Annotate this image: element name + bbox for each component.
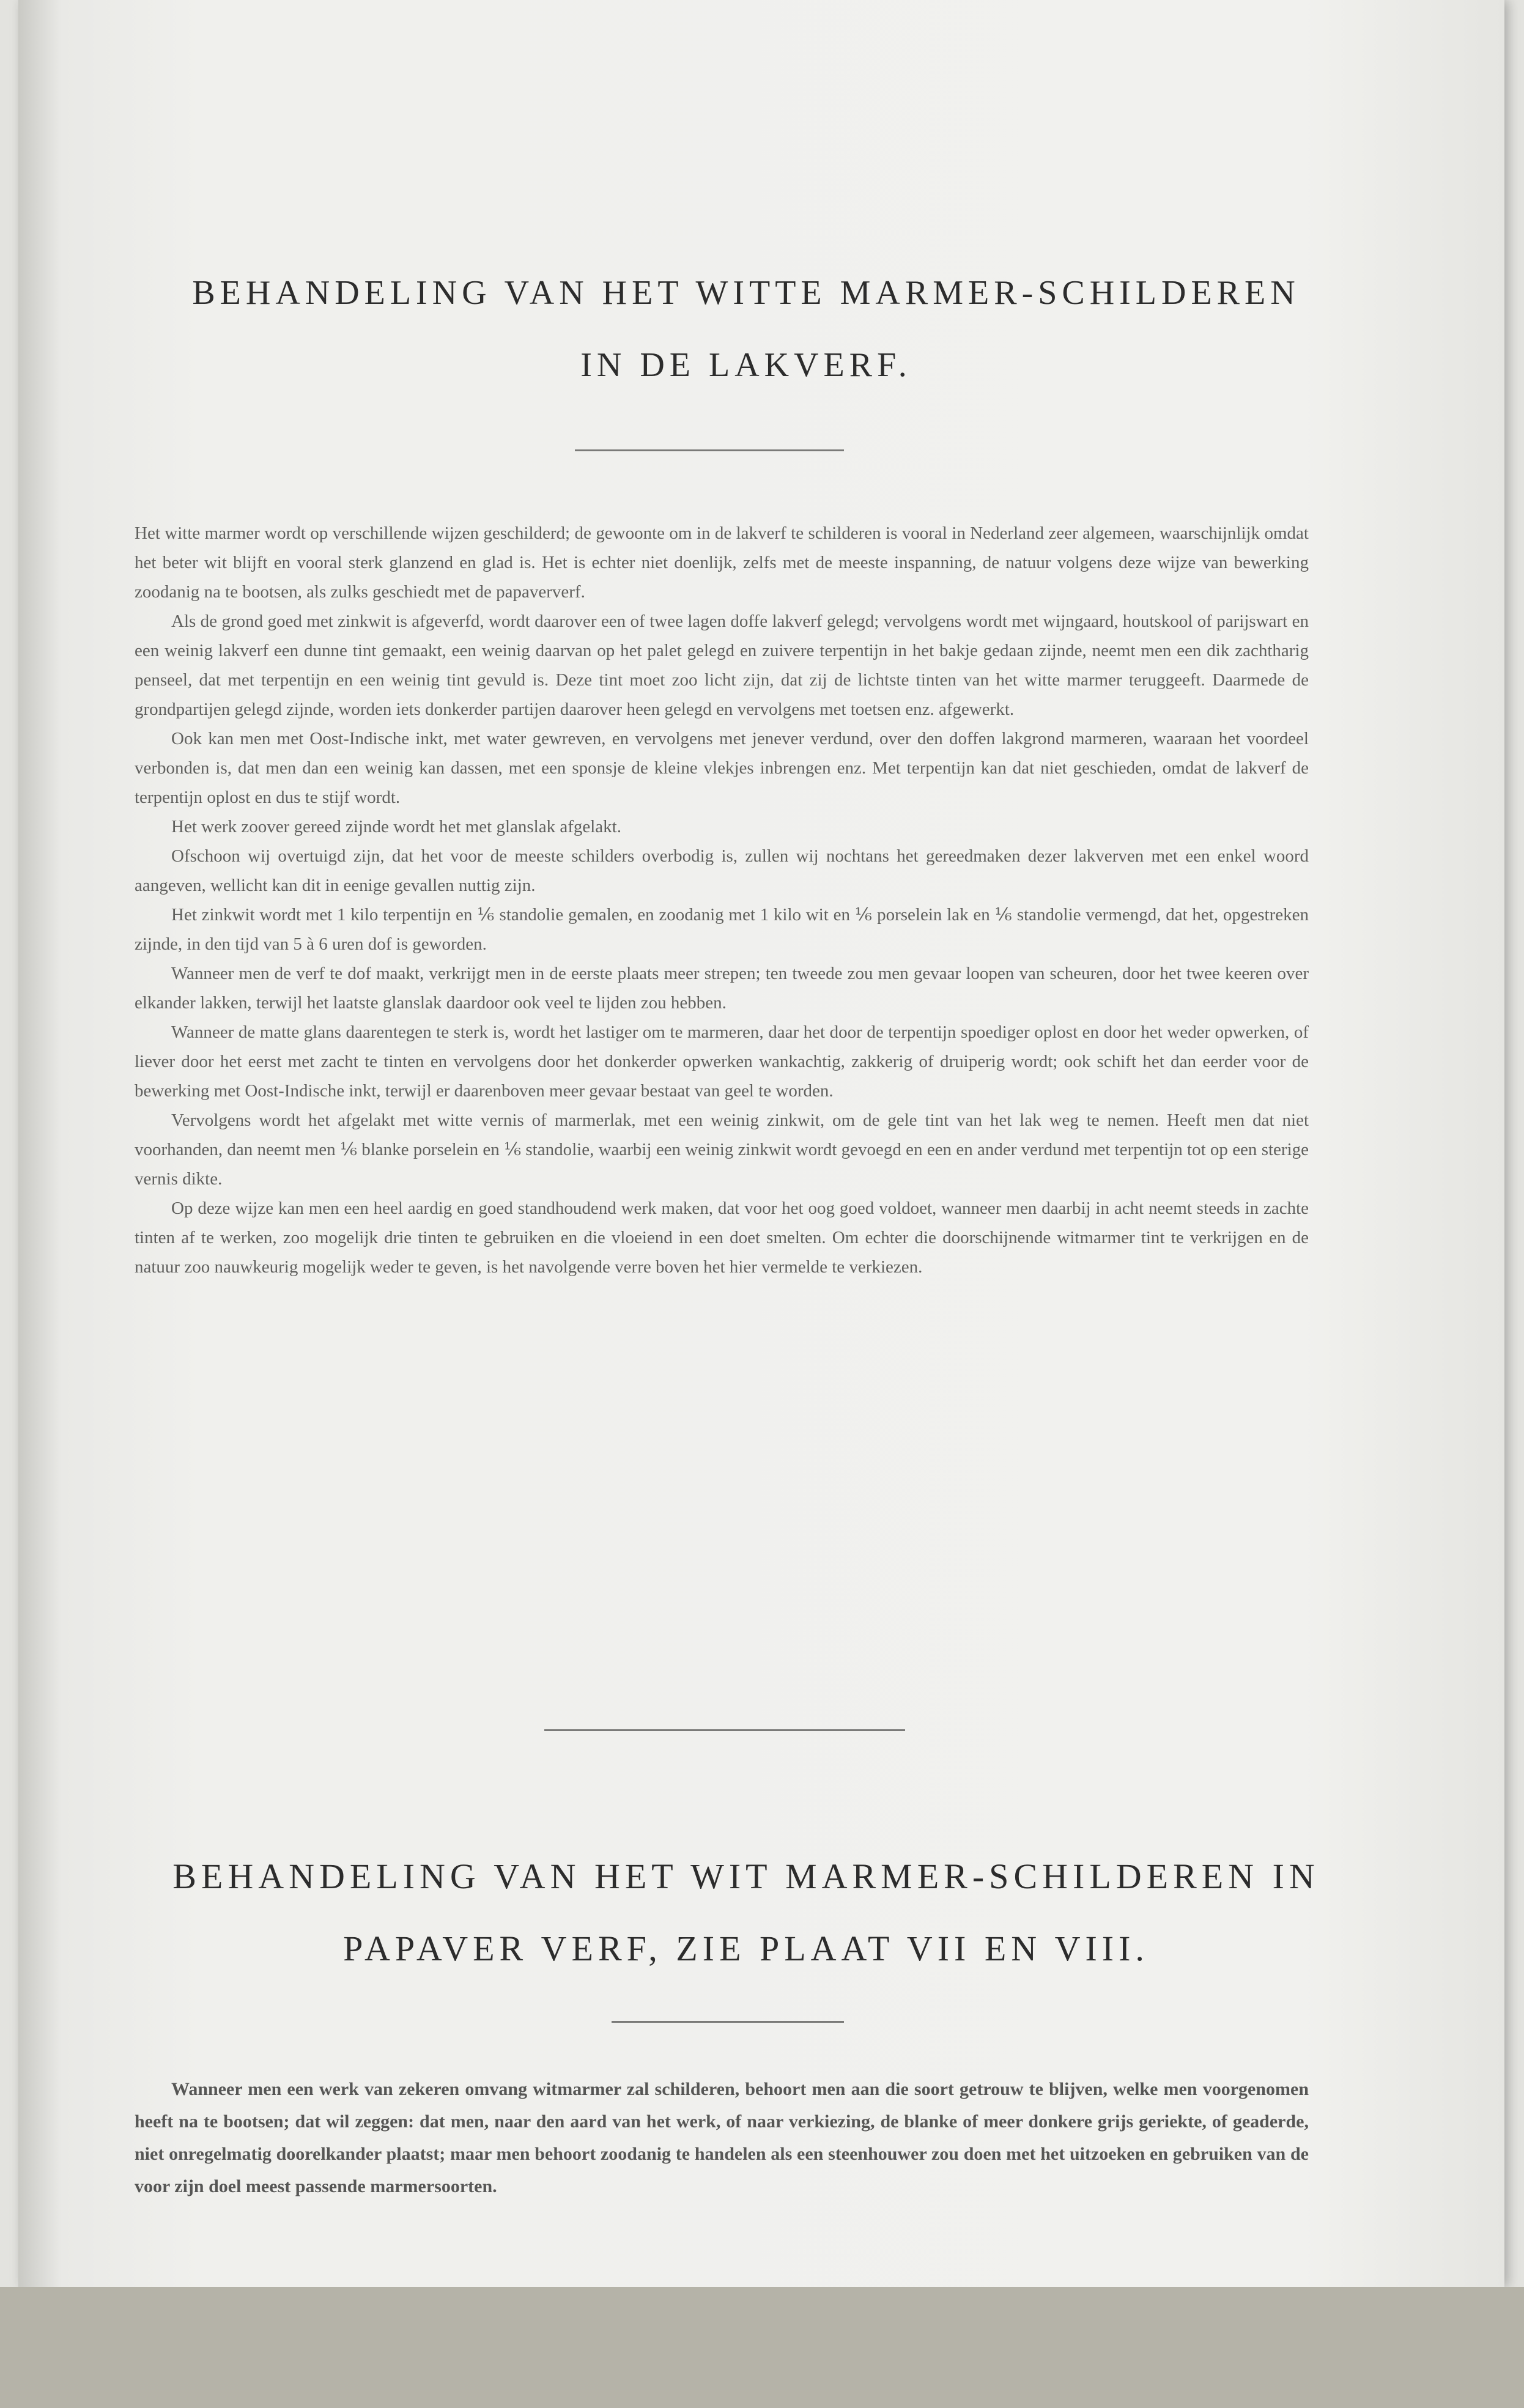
paragraph: Wanneer men een werk van zekeren omvang witmarmer zal schilderen, behoort men aan die soort getrouw te blijven, welke men voorgenomen heeft na te bootsen; dat wil zeggen: dat men, naar den aard van het werk, of naar verkiezing, de blanke of meer donkere grijs geriekte, of geaderde, niet onregelmatig doorelkander plaatst; maar men behoort zoodanig te handelen als een steenhouwer zou doen met het uitzoeken en gebruiken van de voor zijn doel meest passende marmersoorten. xyxy=(135,2079,1309,2196)
section2-body xyxy=(135,2073,1309,2203)
paragraph: Het witte marmer wordt op verschillende wijzen geschilderd; de gewoonte om in de lakverf te schilderen is vooral in Nederland zeer algemeen, waarschijnlijk omdat het beter wit blijft en vooral sterk glanzend en glad is. Het is echter niet doenlijk, zelfs met de meeste inspanning, de natuur volgens deze wijze van bewerking zoodanig na te bootsen, als zulks geschiedt met de papaververf. xyxy=(135,523,1309,602)
page-bottom-background xyxy=(0,2287,1524,2408)
paragraph: Wanneer de matte glans daarentegen te sterk is, wordt het lastiger om te marmeren, daar het door de terpentijn spoediger oplost en door het weder opwerken, of liever door het eerst met zacht te tinten en vervolgens door het donkerder opwerken wankachtig, zakkerig of druiperig wordt; ook schift het dan eerder voor de bewerking met Oost-Indische inkt, terwijl er daarenboven meer gevaar bestaat van geel te worden. xyxy=(135,1022,1309,1101)
paragraph: Vervolgens wordt het afgelakt met witte vernis of marmerlak, met een weinig zinkwit, om de gele tint van het lak weg te nemen. Heeft men dat niet voorhanden, dan neemt men ⅙ blanke porselein en ⅙ standolie, waarbij een weinig zinkwit wordt gevoegd en een en ander verdund met terpentijn tot op een sterige vernis dikte. xyxy=(135,1110,1309,1189)
section2-title-line2: PAPAVER VERF, ZIE PLAAT VII EN VIII. xyxy=(343,1929,1149,1968)
section1-divider xyxy=(575,449,844,451)
paragraph: Het werk zoover gereed zijnde wordt het met glanslak afgelakt. xyxy=(171,817,621,837)
paragraph: Op deze wijze kan men een heel aardig en goed standhoudend werk maken, dat voor het oog goed voldoet, wanneer men daarbij in acht neemt steeds in zachte tinten af te werken, zoo mogelijk drie tinten te gebruiken en die vloeiend in een doet smelten. Om echter die doorschijnende witmarmer tint te verkrijgen en de natuur zoo nauwkeurig mogelijk weder te geven, is het navolgende verre boven het hier vermelde te verkiezen. xyxy=(135,1198,1309,1277)
paragraph: Als de grond goed met zinkwit is afgeverfd, wordt daarover een of twee lagen doffe lakverf gelegd; vervolgens wordt met wijngaard, houtskool of parijswart en een weinig lakverf een dunne tint gemaakt, een weinig daarvan op het palet gelegd en zuivere terpentijn in het bakje gedaan zijnde, neemt men een dik zachtharig penseel, dat met terpentijn en een weinig tint gevuld is. Deze tint moet zoo licht zijn, dat zij de lichtste tinten van het witte marmer teruggeeft. Daarmede de grondpartijen gelegd zijnde, worden iets donkerder partijen daarover heen gelegd en vervolgens met toetsen enz. afgewerkt. xyxy=(135,611,1309,719)
paragraph: Wanneer men de verf te dof maakt, verkrijgt men in de eerste plaats meer strepen; ten tweede zou men gevaar loopen van scheuren, door het twee keeren over elkander lakken, terwijl het laatste glanslak daardoor ook veel te lijden zou hebben. xyxy=(135,964,1309,1013)
section1-body xyxy=(135,519,1309,1282)
section1-title-line2: IN DE LAKVERF. xyxy=(580,346,912,384)
section1-title-line1: BEHANDELING VAN HET WITTE MARMER-SCHILDEREN xyxy=(192,274,1300,312)
section2-title-line1: BEHANDELING VAN HET WIT MARMER-SCHILDEREN IN xyxy=(172,1856,1320,1896)
paragraph: Ofschoon wij overtuigd zijn, dat het voor de meeste schilders overbodig is, zullen wij nochtans het gereedmaken dezer lakverven met een enkel woord aangeven, wellicht kan dit in eenige gevallen nuttig zijn. xyxy=(135,846,1309,895)
paragraph: Het zinkwit wordt met 1 kilo terpentijn en ⅙ standolie gemalen, en zoodanig met 1 kilo wit en ⅙ porselein lak en ⅙ standolie vermengd, dat het, opgestreken zijnde, in den tijd van 5 à 6 uren dof is geworden. xyxy=(135,905,1309,954)
paragraph: Ook kan men met Oost-Indische inkt, met water gewreven, en vervolgens met jenever verdund, over den doffen lakgrond marmeren, waaraan het voordeel verbonden is, dat men dan een weinig kan dassen, met een sponsje de kleine vlekjes inbrengen enz. Met terpentijn kan dat niet geschieden, omdat de lakverf de terpentijn oplost en dus te stijf wordt. xyxy=(135,729,1309,807)
section2-divider xyxy=(612,2021,844,2023)
section-divider xyxy=(544,1729,905,1731)
